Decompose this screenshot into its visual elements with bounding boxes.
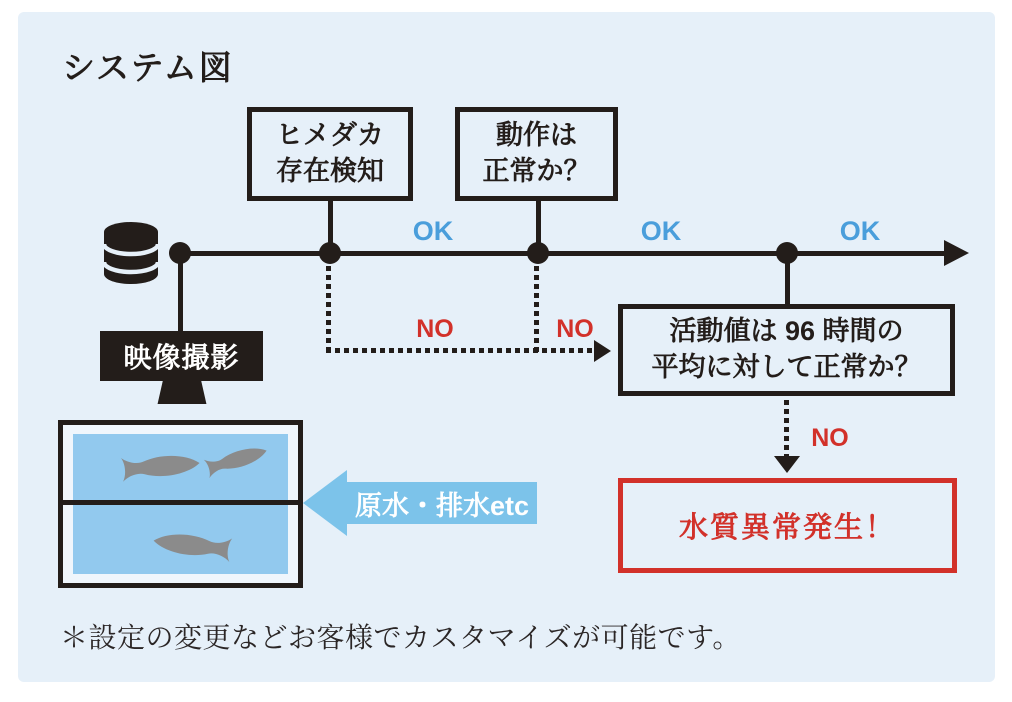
detect-box-line2: 存在検知 xyxy=(276,156,384,186)
timeline-arrowhead-icon xyxy=(944,240,969,266)
activity-box-line1: 活動値は 96 時間の xyxy=(669,316,904,347)
ok-label-1: OK xyxy=(412,216,454,246)
video-capture-label: 映像撮影 xyxy=(123,342,240,373)
video-monitor-icon xyxy=(156,381,208,404)
no-path-horizontal xyxy=(326,348,594,353)
no-path-activity xyxy=(784,400,789,458)
tank-divider xyxy=(58,500,303,505)
connector-operation xyxy=(536,199,541,253)
inflow-arrow-icon xyxy=(303,470,347,536)
activity-box xyxy=(618,304,955,396)
connector-activity xyxy=(785,253,790,306)
inflow-arrow-label: 原水・排水etc xyxy=(354,490,530,521)
operation-box-line1: 動作は xyxy=(496,120,577,151)
connector-camera xyxy=(178,253,183,333)
timeline xyxy=(180,251,946,256)
detect-box-line1: ヒメダカ xyxy=(276,120,384,151)
detect-box xyxy=(247,107,413,201)
alert-box xyxy=(618,478,957,573)
operation-box-line2: 正常か？ xyxy=(482,156,591,186)
ok-label-2: OK xyxy=(640,216,682,246)
operation-box xyxy=(455,107,618,201)
no-label-1: NO xyxy=(416,315,454,343)
connector-detect xyxy=(328,199,333,253)
ok-label-3: OK xyxy=(839,216,881,246)
no-label-3: NO xyxy=(811,424,849,452)
no-path-down-arrowhead-icon xyxy=(774,456,800,473)
page-title: システム図 xyxy=(62,49,234,86)
activity-box-line2: 平均に対して正常か？ xyxy=(651,352,922,382)
alert-box-label: 水質異常発生！ xyxy=(678,512,896,544)
no-path-detect xyxy=(326,266,331,352)
footnote: ＊設定の変更などお客様でカスタマイズが可能です。 xyxy=(60,622,741,653)
no-label-2: NO xyxy=(556,315,594,343)
inflow-arrow xyxy=(347,482,537,524)
database-icon xyxy=(104,222,158,284)
video-capture-box xyxy=(100,331,263,381)
